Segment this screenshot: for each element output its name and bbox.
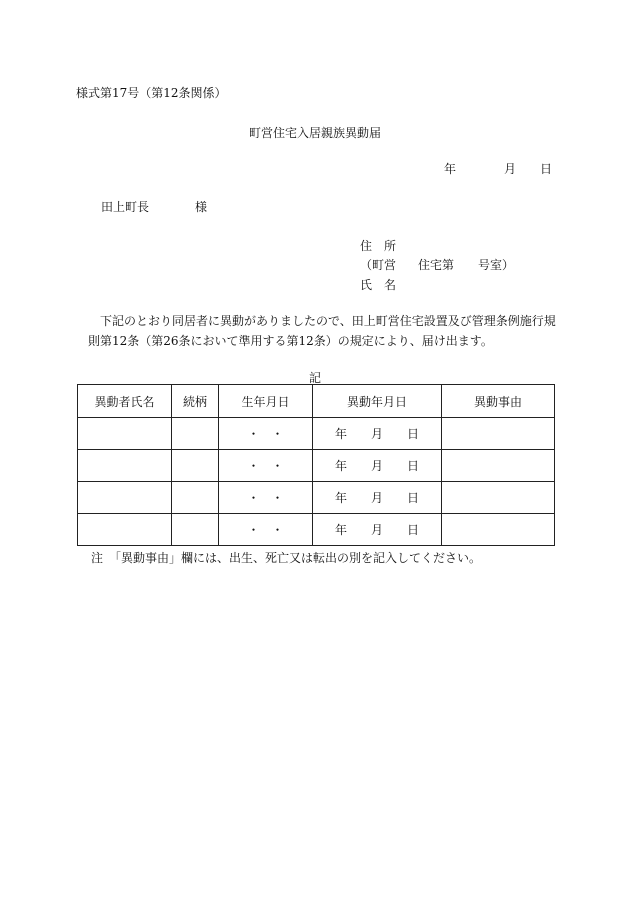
addressee-name: 田上町長 — [101, 200, 150, 214]
header-relationship: 続柄 — [172, 385, 219, 418]
ymd-day: 日 — [407, 491, 420, 505]
date-day-label: 日 — [540, 162, 553, 176]
birth-dot: ・ — [247, 427, 260, 441]
ymd-day: 日 — [407, 523, 420, 537]
cell-change-date[interactable] — [313, 450, 442, 482]
housing-close: 号室） — [478, 258, 515, 272]
cell-birth-date[interactable] — [219, 418, 313, 450]
table-row — [78, 482, 555, 514]
applicant-name-label: 氏 名 — [360, 278, 397, 292]
ymd-month: 月 — [370, 427, 383, 441]
cell-person-name[interactable] — [78, 450, 172, 482]
cell-change-reason[interactable] — [442, 514, 555, 546]
ymd-year: 年 — [334, 491, 347, 505]
cell-birth-date[interactable] — [219, 450, 313, 482]
birth-dot: ・ — [271, 427, 284, 441]
ymd-year: 年 — [334, 427, 347, 441]
change-record-table — [77, 384, 555, 546]
ymd-year: 年 — [334, 523, 347, 537]
table-header-row — [78, 385, 555, 418]
applicant-housing — [360, 256, 514, 273]
ki-heading: 記 — [308, 371, 321, 385]
cell-change-date[interactable] — [313, 514, 442, 546]
ymd-year: 年 — [334, 459, 347, 473]
cell-relationship[interactable] — [172, 418, 219, 450]
birth-dot: ・ — [247, 523, 260, 537]
submission-date — [444, 160, 552, 177]
birth-dot: ・ — [247, 459, 260, 473]
cell-change-date[interactable] — [313, 482, 442, 514]
applicant-address-label: 住 所 — [360, 239, 397, 253]
birth-dot: ・ — [271, 459, 284, 473]
header-birth-date: 生年月日 — [219, 385, 313, 418]
document-title: 町営住宅入居親族異動届 — [248, 126, 381, 140]
ymd-day: 日 — [407, 427, 420, 441]
addressee-honorific: 様 — [195, 200, 208, 214]
housing-mid: 住宅第 — [418, 258, 455, 272]
cell-change-reason[interactable] — [442, 418, 555, 450]
header-change-date: 異動年月日 — [313, 385, 442, 418]
footnote: 注 「異動事由」欄には、出生、死亡又は転出の別を記入してください。 — [91, 551, 482, 565]
table-row — [78, 514, 555, 546]
housing-open: （町営 — [360, 258, 397, 272]
cell-change-reason[interactable] — [442, 450, 555, 482]
cell-birth-date[interactable] — [219, 482, 313, 514]
ymd-month: 月 — [370, 459, 383, 473]
cell-person-name[interactable] — [78, 482, 172, 514]
date-month-label: 月 — [504, 162, 517, 176]
cell-change-reason[interactable] — [442, 482, 555, 514]
table-row — [78, 418, 555, 450]
ymd-month: 月 — [370, 491, 383, 505]
birth-dot: ・ — [271, 523, 284, 537]
cell-relationship[interactable] — [172, 482, 219, 514]
cell-birth-date[interactable] — [219, 514, 313, 546]
addressee — [101, 198, 207, 215]
cell-relationship[interactable] — [172, 450, 219, 482]
cell-change-date[interactable] — [313, 418, 442, 450]
form-number: 様式第17号（第12条関係） — [76, 86, 227, 100]
body-paragraph: 下記のとおり同居者に異動がありましたので、田上町営住宅設置及び管理条例施行規則第12条（第26条において準用する第12条）の規定により、届け出ます。 — [88, 314, 556, 348]
cell-person-name[interactable] — [78, 514, 172, 546]
ymd-month: 月 — [370, 523, 383, 537]
cell-relationship[interactable] — [172, 514, 219, 546]
birth-dot: ・ — [271, 491, 284, 505]
table-row — [78, 450, 555, 482]
ymd-day: 日 — [407, 459, 420, 473]
birth-dot: ・ — [247, 491, 260, 505]
cell-person-name[interactable] — [78, 418, 172, 450]
header-person-name: 異動者氏名 — [78, 385, 172, 418]
date-year-label: 年 — [444, 162, 457, 176]
header-change-reason: 異動事由 — [442, 385, 555, 418]
